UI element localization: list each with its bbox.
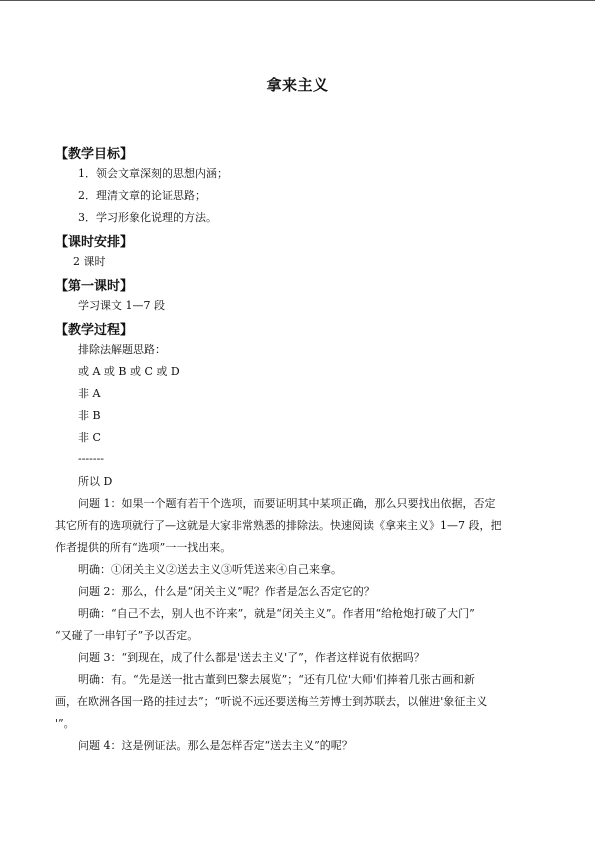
process-line: 问题 3：“到现在，成了什么都是'送去主义'了”，作者这样说有依据吗？ [78,651,425,664]
process-line: 问题 4：这是例证法。那么是怎样否定“送去主义”的呢？ [78,739,353,752]
page-top-rule [0,0,595,1]
heading-schedule: 【课时安排】 [55,235,134,250]
heading-process: 【教学过程】 [55,323,134,338]
process-line: 非 B [78,409,101,422]
objective-item: 1．领会文章深刻的思想内涵； [78,167,228,180]
process-line: '”。 [55,717,75,730]
process-line: 画，在欧洲各国一路的挂过去”；“听说不远还要送梅兰芳博士到苏联去，以催进'象征主义 [55,695,488,708]
process-line: “又碰了一串钉子”予以否定。 [55,629,199,642]
process-line: 明确：有。“先是送一批古董到巴黎去展览”；“还有几位'大师'们捧着几张古画和新 [78,673,475,686]
heading-lesson1: 【第一课时】 [55,279,134,294]
lesson1-text: 学习课文 1—7 段 [78,299,165,312]
process-line: 明确：①闭关主义②送去主义③听凭送来④自己来拿。 [78,563,342,576]
process-line: 所以 D [78,475,113,488]
schedule-text: 2 课时 [73,255,106,268]
page-title: 拿来主义 [266,76,329,94]
process-line: 非 C [78,431,101,444]
heading-objectives: 【教学目标】 [55,147,134,162]
objective-item: 2．理清文章的论证思路； [78,189,206,202]
process-line: ------- [78,452,105,465]
process-line: 问题 1：如果一个题有若干个选项，而要证明其中某项正确，那么只要找出依据，否定 [78,497,496,510]
process-line: 问题 2：那么，什么是“闭关主义”呢？作者是怎么否定它的？ [78,585,375,598]
process-line: 其它所有的选项就行了—这就是大家非常熟悉的排除法。快速阅读《拿来主义》1—7 段，把 [55,519,502,532]
objective-item: 3．学习形象化说理的方法。 [78,211,217,224]
process-line: 明确：“自己不去，别人也不许来”，就是“闭关主义”。作者用“给枪炮打破了大门” [78,607,475,620]
process-line: 作者提供的所有“选项”一一找出来。 [55,541,232,554]
process-line: 排除法解题思路： [78,343,166,356]
process-line: 或 A 或 B 或 C 或 D [78,365,180,378]
process-line: 非 A [78,387,101,400]
